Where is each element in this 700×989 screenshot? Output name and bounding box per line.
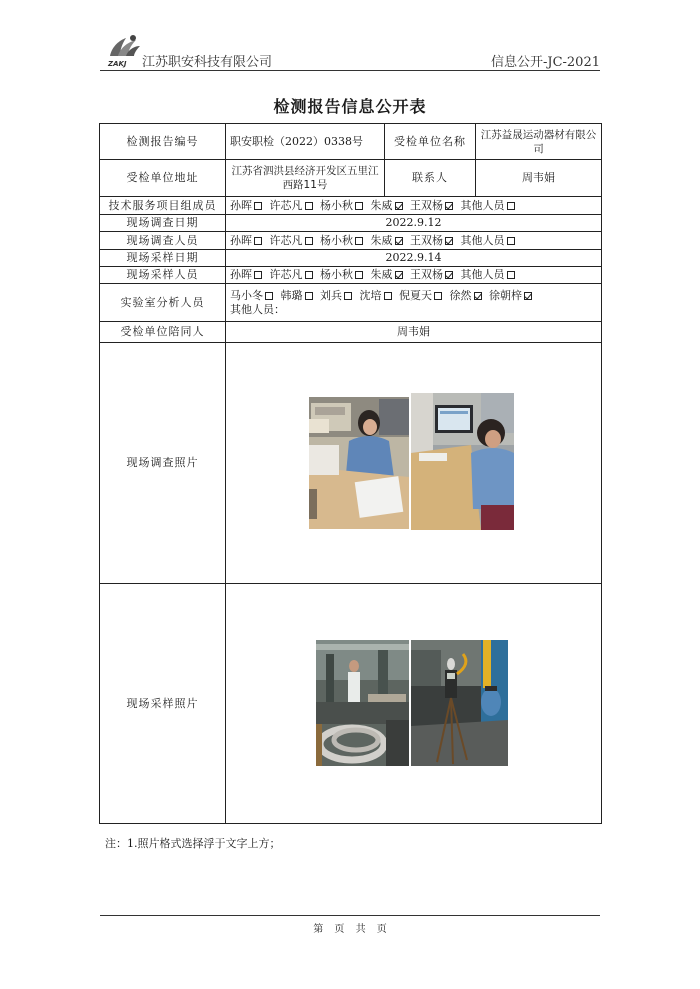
- staff-entry: [270, 234, 317, 247]
- staff-name: 许芯凡: [269, 233, 303, 247]
- unchecked-checkbox-icon: [305, 202, 313, 210]
- staff-entry: [410, 234, 457, 247]
- unchecked-checkbox-icon: [355, 271, 363, 279]
- staff-name: 孙晖: [230, 268, 252, 281]
- team-list: [226, 197, 602, 215]
- checked-checkbox-icon: [474, 292, 482, 300]
- staff-name: 倪夏天: [399, 288, 432, 302]
- unchecked-checkbox-icon: [254, 271, 262, 279]
- staff-entry: [410, 268, 457, 281]
- header-divider: [100, 70, 600, 71]
- samplers-list: [226, 267, 602, 284]
- report-no-value: 职安职检（2022）0338号: [226, 124, 385, 160]
- escort-label: 受检单位陪同人: [100, 322, 226, 343]
- lab-list: [230, 289, 597, 303]
- unchecked-checkbox-icon: [384, 292, 392, 300]
- staff-entry: [281, 289, 317, 302]
- table-row: [100, 343, 602, 584]
- table-row: [100, 232, 602, 250]
- checked-checkbox-icon: [445, 237, 453, 245]
- staff-entry: [320, 199, 367, 212]
- survey-photo-left: [309, 397, 409, 529]
- staff-entry: [489, 289, 536, 302]
- survey-date-label: 现场调查日期: [100, 215, 226, 232]
- unchecked-checkbox-icon: [305, 292, 313, 300]
- staff-name: 其他人员: [460, 233, 505, 247]
- document-number: 信息公开-JC-2021: [490, 55, 600, 70]
- unchecked-checkbox-icon: [355, 237, 363, 245]
- staff-name: 王双杨: [410, 268, 443, 281]
- staff-entry: [461, 268, 519, 281]
- checked-checkbox-icon: [395, 271, 403, 279]
- staff-entry: [270, 268, 317, 281]
- unchecked-checkbox-icon: [507, 271, 515, 279]
- staff-name: 朱威: [370, 268, 393, 281]
- survey-photo-cell: [226, 343, 602, 584]
- staff-name: 孙晖: [230, 198, 252, 212]
- staff-entry: [371, 268, 407, 281]
- table-row: [100, 215, 602, 232]
- staff-entry: [230, 268, 266, 281]
- sampling-photo-left: [316, 640, 409, 766]
- lab-cell: [226, 284, 602, 322]
- contact-value: 周韦娟: [476, 160, 602, 197]
- table-row: [100, 284, 602, 322]
- unchecked-checkbox-icon: [265, 292, 273, 300]
- staff-name: 徐朝梓: [489, 288, 522, 302]
- staff-name: 韩璐: [280, 288, 303, 302]
- survey-photo-label: 现场调查照片: [100, 343, 226, 584]
- staff-entry: [461, 199, 519, 212]
- page-footer: 第 页 共 页: [313, 924, 387, 935]
- staff-entry: [270, 199, 317, 212]
- report-no-label: 检测报告编号: [100, 124, 226, 160]
- staff-entry: [230, 289, 277, 302]
- escort-value: 周韦娟: [226, 322, 602, 343]
- table-row: [100, 197, 602, 215]
- table-row: [100, 160, 602, 197]
- staff-entry: [230, 234, 266, 247]
- unchecked-checkbox-icon: [355, 202, 363, 210]
- checked-checkbox-icon: [445, 271, 453, 279]
- staff-entry: [371, 234, 407, 247]
- staff-name: 朱威: [370, 233, 393, 247]
- staff-name: 许芯凡: [269, 268, 303, 281]
- survey-date-value: 2022.9.12: [226, 215, 602, 232]
- staff-entry: [230, 199, 266, 212]
- checked-checkbox-icon: [445, 202, 453, 210]
- staff-entry: [410, 199, 457, 212]
- contact-label: 联系人: [385, 160, 476, 197]
- lab-label: 实验室分析人员: [100, 284, 226, 322]
- client-name-value: 江苏益晟运动器材有限公司: [476, 124, 602, 160]
- sampling-photo-right: [411, 640, 508, 766]
- staff-name: 杨小秋: [320, 198, 353, 212]
- surveyors-label: 现场调查人员: [100, 232, 226, 250]
- checked-checkbox-icon: [395, 237, 403, 245]
- surveyors-list: [226, 232, 602, 250]
- checked-checkbox-icon: [524, 292, 532, 300]
- staff-entry: [371, 199, 407, 212]
- staff-name: 朱威: [370, 198, 393, 212]
- survey-photo-right: [411, 393, 514, 530]
- staff-name: 王双杨: [410, 233, 443, 247]
- unchecked-checkbox-icon: [344, 292, 352, 300]
- staff-name: 王双杨: [410, 198, 443, 212]
- sampling-date-label: 现场采样日期: [100, 250, 226, 267]
- unchecked-checkbox-icon: [305, 271, 313, 279]
- staff-entry: [399, 289, 446, 302]
- table-row: [100, 322, 602, 343]
- staff-entry: [450, 289, 486, 302]
- client-name-label: 受检单位名称: [385, 124, 476, 160]
- staff-entry: [320, 234, 367, 247]
- team-label: 技术服务项目组成员: [100, 197, 226, 215]
- staff-name: 马小冬: [230, 288, 263, 302]
- samplers-label: 现场采样人员: [100, 267, 226, 284]
- checked-checkbox-icon: [395, 202, 403, 210]
- staff-name: 杨小秋: [320, 268, 353, 281]
- unchecked-checkbox-icon: [507, 202, 515, 210]
- footer-divider: [100, 915, 600, 916]
- sampling-photo-label: 现场采样照片: [100, 584, 226, 824]
- page-header: [100, 30, 600, 72]
- table-row: [100, 584, 602, 824]
- unchecked-checkbox-icon: [305, 237, 313, 245]
- footnote: 注：1.照片格式选择浮于文字上方；: [105, 837, 281, 850]
- table-row: [100, 124, 602, 160]
- staff-entry: [320, 268, 367, 281]
- staff-entry: [461, 234, 519, 247]
- page-title: 检测报告信息公开表: [273, 97, 427, 116]
- staff-name: 许芯凡: [269, 198, 303, 212]
- unchecked-checkbox-icon: [254, 237, 262, 245]
- staff-name: 其他人员: [460, 198, 505, 212]
- staff-entry: [360, 289, 396, 302]
- lab-others: 其他人员：: [230, 302, 285, 316]
- client-address-label: 受检单位地址: [100, 160, 226, 197]
- report-table: [99, 123, 602, 824]
- staff-name: 徐然: [449, 288, 472, 302]
- company-name: 江苏职安科技有限公司: [142, 55, 273, 70]
- table-row: [100, 267, 602, 284]
- staff-entry: [320, 289, 356, 302]
- client-address-value: 江苏省泗洪县经济开发区五里江西路11号: [226, 160, 385, 197]
- logo-text: ZAKJ: [108, 60, 127, 68]
- staff-name: 沈培: [359, 288, 382, 302]
- staff-name: 孙晖: [230, 233, 252, 247]
- unchecked-checkbox-icon: [507, 237, 515, 245]
- staff-name: 其他人员: [460, 268, 505, 281]
- unchecked-checkbox-icon: [434, 292, 442, 300]
- sampling-date-value: 2022.9.14: [226, 250, 602, 267]
- staff-name: 杨小秋: [320, 233, 353, 247]
- table-row: [100, 250, 602, 267]
- unchecked-checkbox-icon: [254, 202, 262, 210]
- staff-name: 刘兵: [320, 288, 342, 302]
- sampling-photo-cell: [226, 584, 602, 824]
